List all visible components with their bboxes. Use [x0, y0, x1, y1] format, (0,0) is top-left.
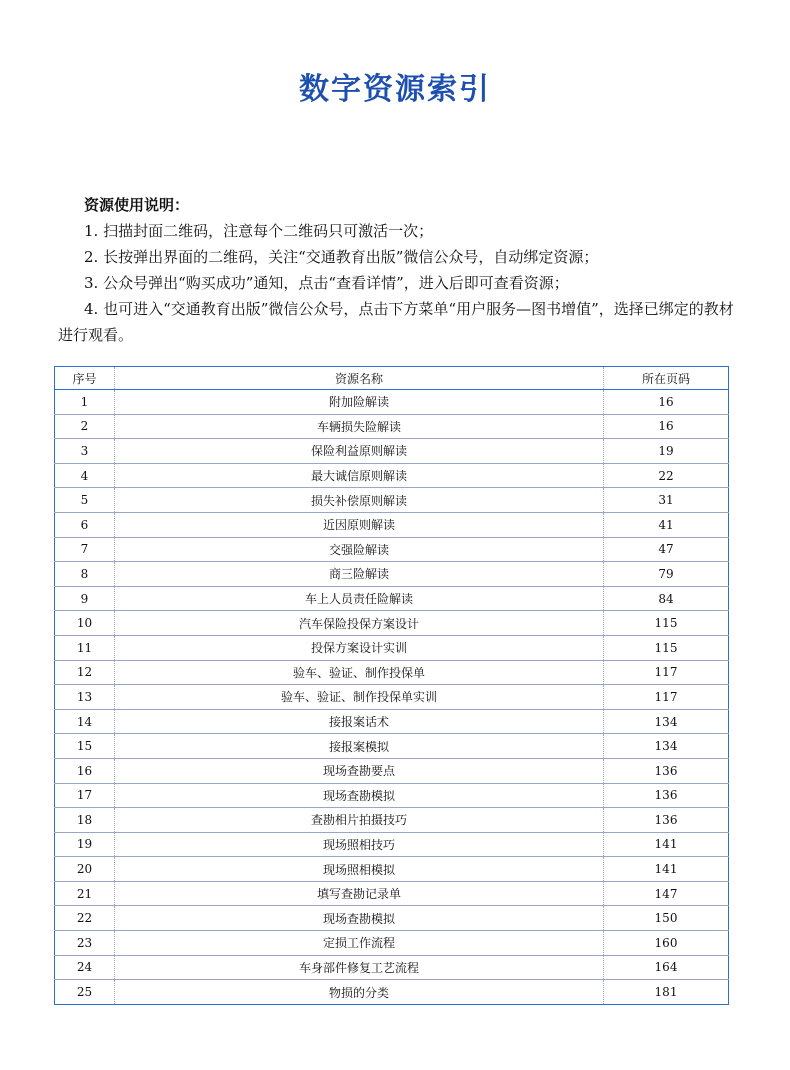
row-resource-name: 物损的分类 [115, 980, 604, 1005]
header-resource-name: 资源名称 [115, 367, 604, 390]
row-page: 47 [604, 537, 729, 562]
row-index: 17 [55, 783, 115, 808]
header-page: 所在页码 [604, 367, 729, 390]
table-row [55, 758, 729, 783]
table-row [55, 685, 729, 710]
row-index: 1 [55, 390, 115, 415]
table-row [55, 488, 729, 513]
row-page: 41 [604, 512, 729, 537]
row-page: 117 [604, 660, 729, 685]
row-index: 13 [55, 685, 115, 710]
row-index: 23 [55, 931, 115, 956]
row-resource-name: 查勘相片拍摄技巧 [115, 808, 604, 833]
row-page: 79 [604, 562, 729, 587]
row-page: 115 [604, 635, 729, 660]
table-header-row [55, 367, 729, 390]
row-resource-name: 车身部件修复工艺流程 [115, 955, 604, 980]
table-row [55, 783, 729, 808]
row-resource-name: 现场查勘模拟 [115, 783, 604, 808]
row-page: 117 [604, 685, 729, 710]
row-resource-name: 验车、验证、制作投保单实训 [115, 685, 604, 710]
row-resource-name: 定损工作流程 [115, 931, 604, 956]
row-index: 12 [55, 660, 115, 685]
row-resource-name: 车辆损失险解读 [115, 414, 604, 439]
row-resource-name: 接报案模拟 [115, 734, 604, 759]
row-index: 3 [55, 439, 115, 464]
row-resource-name: 保险利益原则解读 [115, 439, 604, 464]
row-resource-name: 商三险解读 [115, 562, 604, 587]
row-index: 22 [55, 906, 115, 931]
row-page: 31 [604, 488, 729, 513]
table-row [55, 857, 729, 882]
table-row [55, 931, 729, 956]
row-resource-name: 最大诚信原则解读 [115, 463, 604, 488]
row-resource-name: 填写查勘记录单 [115, 881, 604, 906]
row-resource-name: 现场查勘要点 [115, 758, 604, 783]
row-page: 134 [604, 734, 729, 759]
instruction-item-1: 1. 扫描封面二维码，注意每个二维码只可激活一次； [84, 222, 434, 240]
row-page: 160 [604, 931, 729, 956]
table-row [55, 906, 729, 931]
table-row [55, 537, 729, 562]
table-row [55, 414, 729, 439]
table-row [55, 463, 729, 488]
row-page: 19 [604, 439, 729, 464]
row-resource-name: 近因原则解读 [115, 512, 604, 537]
row-resource-name: 接报案话术 [115, 709, 604, 734]
table-row [55, 439, 729, 464]
row-page: 141 [604, 832, 729, 857]
table-row [55, 955, 729, 980]
row-page: 150 [604, 906, 729, 931]
table-row [55, 660, 729, 685]
row-resource-name: 投保方案设计实训 [115, 635, 604, 660]
row-resource-name: 现场查勘模拟 [115, 906, 604, 931]
row-page: 136 [604, 783, 729, 808]
row-index: 10 [55, 611, 115, 636]
row-resource-name: 现场照相技巧 [115, 832, 604, 857]
usage-instructions [58, 192, 738, 348]
row-page: 22 [604, 463, 729, 488]
table-row [55, 390, 729, 415]
table-body [55, 390, 729, 1005]
row-resource-name: 现场照相模拟 [115, 857, 604, 882]
header-index: 序号 [55, 367, 115, 390]
row-index: 24 [55, 955, 115, 980]
row-index: 20 [55, 857, 115, 882]
row-index: 19 [55, 832, 115, 857]
row-index: 5 [55, 488, 115, 513]
row-index: 25 [76, 985, 93, 1000]
table-row [55, 512, 729, 537]
instruction-item-2: 2. 长按弹出界面的二维码，关注“交通教育出版”微信公众号，自动绑定资源； [84, 248, 599, 266]
row-page: 141 [604, 857, 729, 882]
row-index: 2 [55, 414, 115, 439]
row-index: 11 [55, 635, 115, 660]
instruction-item-4: 4. 也可进入“交通教育出版”微信公众号，点击下方菜单“用户服务—图书增值”，选择已绑定的教材进行观看。 [58, 300, 734, 344]
row-index: 15 [55, 734, 115, 759]
row-index: 8 [55, 562, 115, 587]
row-index: 4 [55, 463, 115, 488]
row-page: 164 [604, 955, 729, 980]
table-row [55, 832, 729, 857]
table-row [55, 562, 729, 587]
row-page: 147 [604, 881, 729, 906]
table-row [55, 611, 729, 636]
table-row [55, 808, 729, 833]
row-index: 16 [55, 758, 115, 783]
row-index: 7 [55, 537, 115, 562]
row-page: 115 [604, 611, 729, 636]
resource-index-table [54, 366, 729, 1005]
row-resource-name: 交强险解读 [115, 537, 604, 562]
table-row [55, 881, 729, 906]
row-page: 16 [604, 414, 729, 439]
table-row [55, 709, 729, 734]
row-index: 14 [55, 709, 115, 734]
table-row [55, 980, 729, 1005]
table-row [55, 586, 729, 611]
instructions-heading: 资源使用说明： [84, 196, 190, 214]
row-resource-name: 车上人员责任险解读 [115, 586, 604, 611]
row-index: 21 [55, 881, 115, 906]
table-row [55, 635, 729, 660]
row-index: 18 [55, 808, 115, 833]
page-title: 数字资源索引 [299, 72, 491, 107]
row-page: 136 [604, 758, 729, 783]
row-resource-name: 验车、验证、制作投保单 [115, 660, 604, 685]
row-page: 181 [604, 980, 729, 1005]
table-row [55, 734, 729, 759]
row-index: 6 [55, 512, 115, 537]
instruction-item-3: 3. 公众号弹出“购买成功”通知，点击“查看详情”，进入后即可查看资源； [84, 274, 569, 292]
row-resource-name: 汽车保险投保方案设计 [115, 611, 604, 636]
row-index: 9 [55, 586, 115, 611]
row-page: 136 [604, 808, 729, 833]
row-page: 84 [604, 586, 729, 611]
row-resource-name: 附加险解读 [115, 390, 604, 415]
row-resource-name: 损失补偿原则解读 [115, 488, 604, 513]
row-page: 134 [604, 709, 729, 734]
row-page: 16 [604, 390, 729, 415]
